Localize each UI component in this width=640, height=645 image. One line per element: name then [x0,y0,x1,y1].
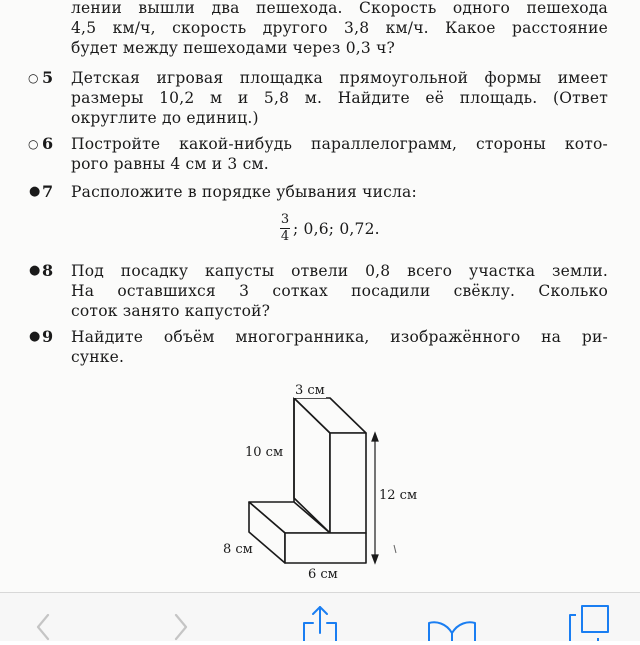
label-6cm: 6 см [308,567,338,582]
back-button[interactable] [24,601,64,641]
problem-8-marker: ● [29,263,41,278]
share-button[interactable] [298,601,342,641]
problem-9-marker: ● [29,329,41,344]
share-icon [298,601,342,641]
tabs-button[interactable] [566,601,614,641]
label-top-3cm: 3 см [295,383,325,398]
back-icon [24,601,64,641]
problem-8-number: 8 [42,261,54,280]
tall-block-side [330,433,366,533]
problem-4-line-1: лении вышли два пешехода. Скорость одного пешехода [71,0,608,17]
browser-toolbar [0,592,640,641]
problem-8-line-1: Под посадку капусты отвели 0,8 всего участка земли. [71,262,608,280]
problem-5-line-1: Детская игровая площадка прямоугольной формы имеет [71,69,608,87]
problem-9-number: 9 [42,327,54,346]
problem-5-line-3: округлите до единиц.) [71,109,259,127]
label-8cm: 8 см [223,542,253,557]
problem-6-marker: ○ [28,137,39,151]
tabs-icon [566,601,614,641]
problem-6-line-1: Постройте какой-нибудь параллелограмм, стороны кото- [71,135,608,153]
problem-9-line-2: сунке. [71,348,125,366]
label-10cm: 10 см [245,445,284,460]
label-12cm: 12 см [379,488,418,503]
problem-8-line-3: соток занято капустой? [71,302,271,320]
problem-7-line-1: Расположите в порядке убывания числа: [71,183,417,201]
arrow-head-top [372,433,378,441]
arrow-head-bottom [372,555,378,563]
problem-6-line-2: рого равны 4 см и 3 см. [71,155,269,173]
base-block-front [285,533,366,563]
fraction-denominator: 4 [280,229,290,244]
problem-9-line-1: Найдите объём многогранника, изображённого на ри- [71,328,608,346]
problem-7-number: 7 [42,182,54,201]
forward-icon [160,601,200,641]
bookmarks-button[interactable] [424,601,480,641]
book-icon [424,601,480,641]
problem-4-line-3: будет между пешеходами через 0,3 ч? [71,39,396,57]
fraction-numerator: 3 [280,212,290,227]
problem-6-number: 6 [42,134,54,153]
problem-8-line-2: На оставшихся 3 сотках посадили свёклу. Сколько [71,282,608,300]
scan-mark [394,545,396,553]
problem-5-marker: ○ [28,71,39,85]
problem-4-line-2: 4,5 км/ч, скорость другого 3,8 км/ч. Какое расстояние [71,19,608,37]
problem-5-line-2: размеры 10,2 м и 5,8 м. Найдите её площадь. (Ответ [71,89,608,107]
forward-button[interactable] [160,601,200,641]
problem-7-marker: ● [29,184,41,199]
problem-5-number: 5 [42,68,54,87]
problem-7-numbers: ; 0,6; 0,72. [293,220,380,238]
